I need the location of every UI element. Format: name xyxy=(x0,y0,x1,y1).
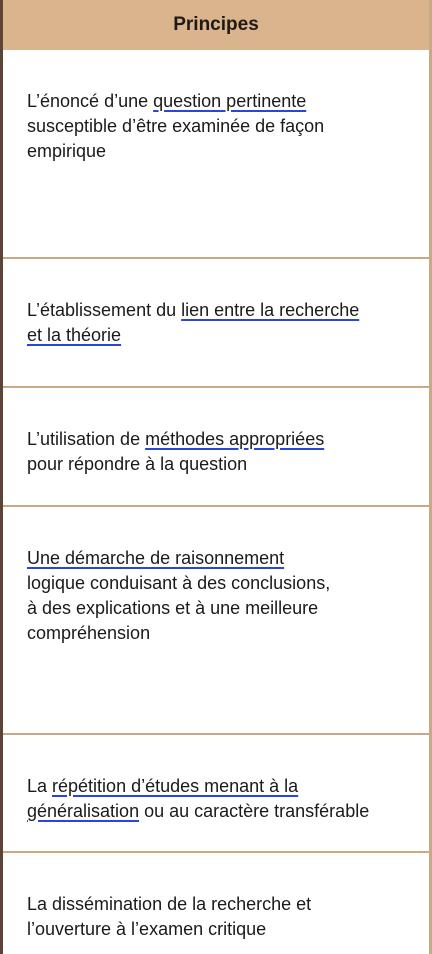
table-row-theory xyxy=(3,259,429,388)
underlined-text: répétition d’études menant à la xyxy=(52,776,299,796)
text-segment: ou au caractère transférable xyxy=(139,801,370,821)
table-header xyxy=(3,0,429,50)
underlined-text: lien entre la recherche xyxy=(181,300,360,320)
table-row-reasoning xyxy=(3,507,429,735)
row-text xyxy=(27,273,413,348)
underlined-text: question pertinente xyxy=(153,91,307,111)
text-segment: L’établissement du xyxy=(27,300,182,320)
table-row-replication xyxy=(3,735,429,853)
text-segment: L’utilisation de xyxy=(27,429,146,449)
text-segment: susceptible d’être examinée de façon empirique xyxy=(27,116,325,161)
underlined-text: méthodes appropriées xyxy=(145,429,325,449)
table-row-methods xyxy=(3,388,429,507)
row-text xyxy=(27,749,413,824)
row-text xyxy=(27,64,413,164)
underlined-text: Une démarche de raisonnement xyxy=(27,548,285,568)
text-segment: La xyxy=(27,776,53,796)
text-segment: logique conduisant à des conclusions, à des explications et à une meilleure compréhension xyxy=(27,573,331,643)
underlined-text: généralisation xyxy=(27,801,140,821)
text-segment: La dissémination de la recherche et l’ouverture à l’examen critique xyxy=(27,894,312,939)
underlined-text: et la théorie xyxy=(27,325,122,345)
table-row-dissemination xyxy=(3,853,429,954)
text-segment: pour répondre à la question xyxy=(27,454,248,474)
header-title: Principes xyxy=(173,14,259,35)
table-row-question xyxy=(3,50,429,259)
row-text xyxy=(27,402,413,477)
row-text xyxy=(27,521,413,646)
text-segment: L’énoncé d’une xyxy=(27,91,154,111)
row-text xyxy=(27,867,413,942)
